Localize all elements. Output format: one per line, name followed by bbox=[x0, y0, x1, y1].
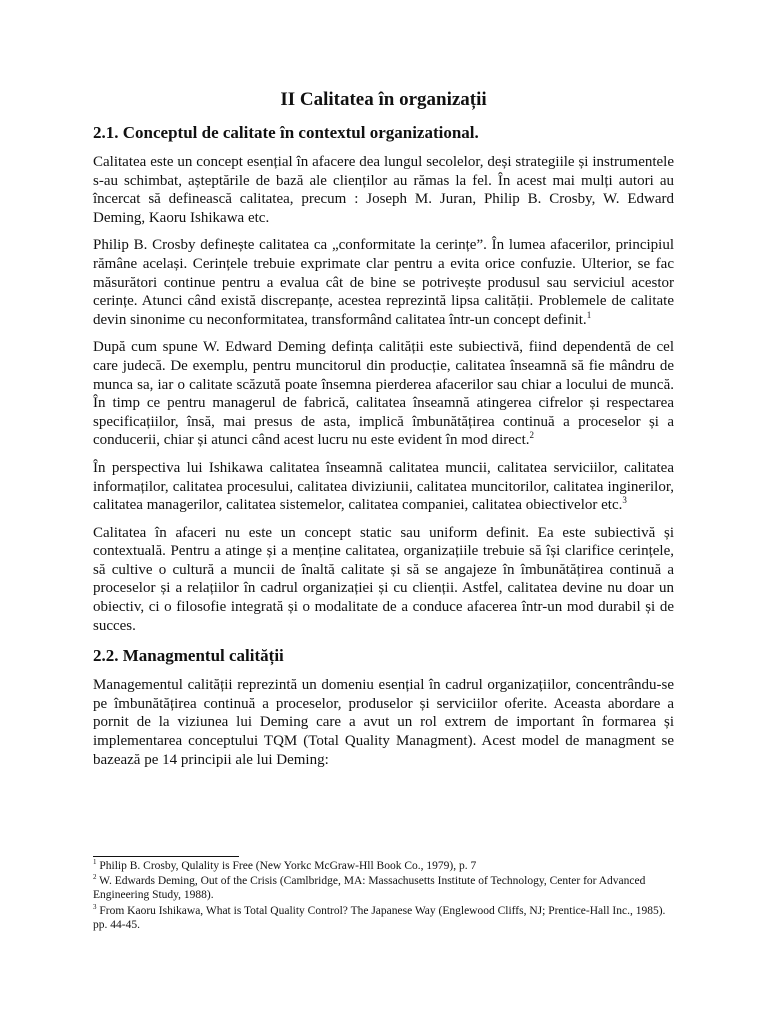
footnote-ref-2[interactable]: 2 bbox=[529, 430, 535, 441]
paragraph-5 bbox=[93, 524, 674, 636]
footnote-text: W. Edwards Deming, Out of the Crisis (Camlbridge, MA: Massachusetts Institute of Technology, Center for Advanced Engineering Study, 1988). bbox=[93, 875, 646, 902]
footnote-3 bbox=[93, 904, 674, 932]
footnote-text: Philip B. Crosby, Qulality is Free (New Yorkc McGraw-Hll Book Co., 1979), p. 7 bbox=[96, 860, 477, 872]
footnote-number: 3 bbox=[93, 902, 97, 911]
section-heading-2-2: 2.2. Managmentul calității bbox=[93, 646, 284, 666]
footnotes bbox=[93, 856, 674, 933]
footnote-1 bbox=[93, 859, 674, 873]
paragraph-1 bbox=[93, 153, 674, 227]
paragraph-1-text: Calitatea este un concept esențial în afacere dea lungul secolelor, deși strategiile și instrumentele s-au schimbat, așteptările de bază ale clienților au rămas la fel. În acest mai mulți autori au încercat să definească calitatea, precum : Joseph M. Juran, Philip B. Crosby, W. Edward Deming, Kaoru Ishikawa etc. bbox=[93, 154, 674, 226]
paragraph-4 bbox=[93, 459, 674, 515]
paragraph-5-text: Calitatea în afaceri nu este un concept static sau uniform definit. Ea este subiectivă și contextuală. Pentru a atinge și a menține calitatea, organizațiile trebuie să își clarifice cerințele, să cultive o cultură a muncii de înaltă calitate și să se angajeze în îmbunătățirea continuă a proceselor și a relațiilor în cadrul organizației și cu clienții. Astfel, calitatea devine nu doar un obiectiv, ci o filosofie integrată și o modalitate de a conduce afacerea într-un mod durabil și de succes. bbox=[93, 524, 674, 634]
paragraph-3-text: După cum spune W. Edward Deming defința calității este subiectivă, fiind dependentă de cel care judecă. De exemplu, pentru muncitorul din producție, calitatea înseamnă să fie mândru de munca sa, iar o calitate scăzută poate însemna pierderea afacerilor sau chiar a locului de muncă. În timp ce pentru managerul de fabrică, calitatea înseamnă atingerea cifrelor și respectarea specificațiilor, însă, mai presus de asta, implică îmbunătățirea continuă a proceselor și a conducerii, chiar și atunci când acest lucru nu este evident în mod direct. bbox=[93, 339, 674, 449]
footnote-number: 1 bbox=[93, 858, 97, 867]
document-page bbox=[93, 88, 674, 778]
paragraph-4-text: În perspectiva lui Ishikawa calitatea înseamnă calitatea muncii, calitatea serviciilor, calitatea informaților, calitatea procesului, calitatea diviziunii, calitatea muncitorilor, calitatea inginerilor, calitatea managerilor, calitatea sistemelor, calitatea companiei, calitatea obiectivelor etc. bbox=[93, 459, 674, 514]
footnote-2 bbox=[93, 874, 674, 902]
footnote-separator bbox=[93, 856, 239, 857]
paragraph-2 bbox=[93, 236, 674, 329]
paragraph-2-text: Philip B. Crosby definește calitatea ca „conformitate la cerințe”. În lumea afacerilor, principiul rămâne același. Cerințele trebuie exprimate clar pentru a evita orice confuzie. Ulterior, se fac măsurători continue pentru a evalua cât de bine se potrivește produsul sau serviciul acestor cerințe. Atunci când există discrepanțe, acestea reprezintă lipsa calității. Problemele de calitate devin sinonime cu neconformitatea, transformând calitatea într-un concept definit. bbox=[93, 237, 674, 328]
footnote-number: 2 bbox=[93, 873, 97, 882]
page-title: II Calitatea în organizații bbox=[280, 89, 487, 110]
footnote-ref-1[interactable]: 1 bbox=[586, 309, 592, 320]
paragraph-6-text: Managementul calității reprezintă un domeniu esențial în cadrul organizațiilor, concentrându-se pe îmbunătățirea continuă a proceselor, produselor și serviciilor oferite. Aceasta abordare a pornit de la viziunea lui Deming care a avut un rol extrem de important în formarea și implementarea conceptului TQM (Total Quality Managment). Acest model de managment se bazează pe 14 principii ale lui Deming: bbox=[93, 677, 674, 768]
paragraph-3 bbox=[93, 338, 674, 450]
section-heading-2-1: 2.1. Conceptul de calitate în contextul organizational. bbox=[93, 123, 479, 142]
paragraph-6 bbox=[93, 676, 674, 769]
footnote-ref-3[interactable]: 3 bbox=[622, 495, 627, 506]
footnote-text: From Kaoru Ishikawa, What is Total Quality Control? The Japanese Way (Englewood Cliffs, NJ; Prentice-Hall Inc., 1985). pp. 44-45. bbox=[93, 904, 666, 931]
